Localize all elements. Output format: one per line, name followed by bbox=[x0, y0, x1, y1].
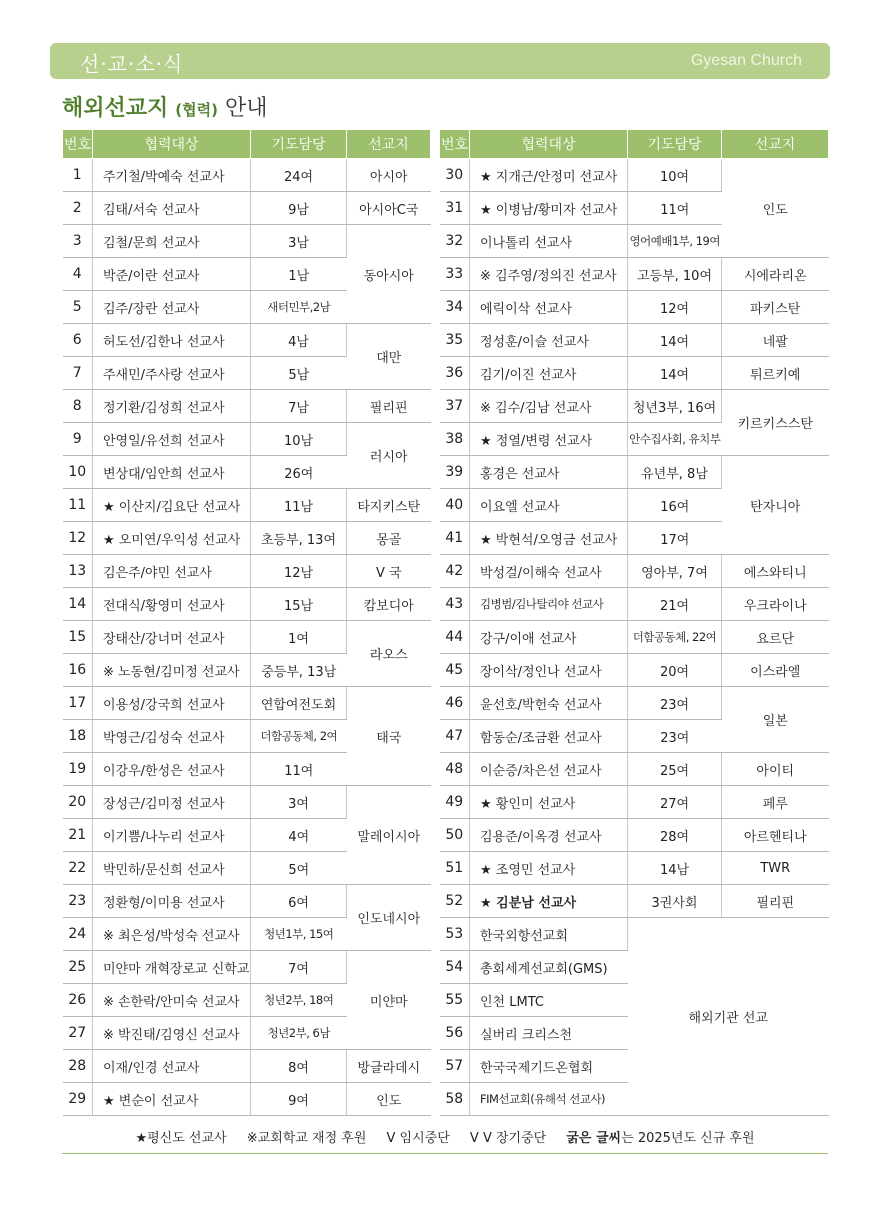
missionary-table-left bbox=[62, 129, 431, 1116]
prayer-group: 28여 bbox=[628, 819, 722, 852]
row-number: 58 bbox=[440, 1083, 470, 1116]
row-number: 30 bbox=[440, 159, 470, 192]
row-number: 47 bbox=[440, 720, 470, 753]
partner-name: 장성근/김미정 선교사 bbox=[93, 786, 251, 819]
row-number: 15 bbox=[63, 621, 93, 654]
partner-name: 이재/인경 선교사 bbox=[93, 1050, 251, 1083]
partner-name: 장이삭/정인나 선교사 bbox=[470, 654, 628, 687]
mission-region: 시에라리온 bbox=[722, 258, 829, 291]
partner-name: ★ 조영민 선교사 bbox=[470, 852, 628, 885]
mission-region: V 국 bbox=[347, 555, 431, 588]
partner-name: ★ 변순이 선교사 bbox=[93, 1083, 251, 1116]
legend-bold-rest: 는 2025년도 신규 후원 bbox=[621, 1131, 755, 1146]
prayer-group: 영어예배1부, 19여 bbox=[628, 225, 722, 258]
row-number: 5 bbox=[63, 291, 93, 324]
partner-name: 정성훈/이슬 선교사 bbox=[470, 324, 628, 357]
prayer-group: 1남 bbox=[251, 258, 347, 291]
table-row bbox=[440, 885, 829, 918]
partner-name: 주새민/주사랑 선교사 bbox=[93, 357, 251, 390]
mission-region: 필리핀 bbox=[722, 885, 829, 918]
partner-name: 박성걸/이해숙 선교사 bbox=[470, 555, 628, 588]
table-row bbox=[63, 390, 431, 423]
partner-name: FIM선교회(유해석 선교사) bbox=[470, 1083, 628, 1116]
prayer-group: 24여 bbox=[251, 159, 347, 192]
prayer-group: 연합여전도회 bbox=[251, 687, 347, 720]
row-number: 3 bbox=[63, 225, 93, 258]
mission-region: 러시아 bbox=[347, 423, 431, 489]
col-partner: 협력대상 bbox=[470, 130, 628, 159]
prayer-group: 26여 bbox=[251, 456, 347, 489]
table-row bbox=[63, 951, 431, 984]
table-row bbox=[440, 456, 829, 489]
mission-region: 아르헨티나 bbox=[722, 819, 829, 852]
row-number: 1 bbox=[63, 159, 93, 192]
partner-name: 이순증/차은선 선교사 bbox=[470, 753, 628, 786]
prayer-group: 7여 bbox=[251, 951, 347, 984]
table-row bbox=[63, 555, 431, 588]
prayer-group: 청년2부, 6남 bbox=[251, 1017, 347, 1050]
partner-name: 이나톨리 선교사 bbox=[470, 225, 628, 258]
section-label: 선·교·소·식 bbox=[80, 52, 184, 76]
partner-name: ※ 박진태/김영신 선교사 bbox=[93, 1017, 251, 1050]
prayer-group: 더함공동체, 22여 bbox=[628, 621, 722, 654]
table-row bbox=[63, 588, 431, 621]
prayer-group: 영아부, 7여 bbox=[628, 555, 722, 588]
row-number: 37 bbox=[440, 390, 470, 423]
row-number: 22 bbox=[63, 852, 93, 885]
col-number: 번호 bbox=[440, 130, 470, 159]
row-number: 51 bbox=[440, 852, 470, 885]
row-number: 48 bbox=[440, 753, 470, 786]
prayer-group: 10남 bbox=[251, 423, 347, 456]
table-row bbox=[63, 621, 431, 654]
partner-name: 주기철/박예숙 선교사 bbox=[93, 159, 251, 192]
row-number: 32 bbox=[440, 225, 470, 258]
mission-region: 페루 bbox=[722, 786, 829, 819]
prayer-group: 5여 bbox=[251, 852, 347, 885]
row-number: 40 bbox=[440, 489, 470, 522]
mission-region: 인도네시아 bbox=[347, 885, 431, 951]
row-number: 2 bbox=[63, 192, 93, 225]
prayer-group: 23여 bbox=[628, 720, 722, 753]
partner-name: 함동순/조금환 선교사 bbox=[470, 720, 628, 753]
table-row bbox=[63, 1083, 431, 1116]
partner-name: 한국국제기드온협회 bbox=[470, 1050, 628, 1083]
prayer-group: 9여 bbox=[251, 1083, 347, 1116]
col-region: 선교지 bbox=[722, 130, 829, 159]
legend bbox=[62, 1127, 828, 1146]
row-number: 53 bbox=[440, 918, 470, 951]
legend-bold-label: 굵은 글씨 bbox=[566, 1131, 622, 1146]
row-number: 18 bbox=[63, 720, 93, 753]
prayer-group: 고등부, 10여 bbox=[628, 258, 722, 291]
partner-name: ★ 지개근/안정미 선교사 bbox=[470, 159, 628, 192]
row-number: 56 bbox=[440, 1017, 470, 1050]
section-banner bbox=[50, 43, 830, 79]
prayer-group: 5남 bbox=[251, 357, 347, 390]
row-number: 52 bbox=[440, 885, 470, 918]
table-row bbox=[63, 192, 431, 225]
row-number: 17 bbox=[63, 687, 93, 720]
mission-region: 미얀마 bbox=[347, 951, 431, 1050]
row-number: 7 bbox=[63, 357, 93, 390]
table-row bbox=[63, 159, 431, 192]
row-number: 25 bbox=[63, 951, 93, 984]
legend-long-paused: V V 장기중단 bbox=[469, 1131, 547, 1146]
mission-region: 이스라엘 bbox=[722, 654, 829, 687]
mission-region: 몽골 bbox=[347, 522, 431, 555]
table-row bbox=[440, 357, 829, 390]
table-row bbox=[440, 555, 829, 588]
mission-region: 요르단 bbox=[722, 621, 829, 654]
row-number: 21 bbox=[63, 819, 93, 852]
row-number: 13 bbox=[63, 555, 93, 588]
prayer-group: 청년3부, 16여 bbox=[628, 390, 722, 423]
mission-region: 키르키스스탄 bbox=[722, 390, 829, 456]
partner-name: 미얀마 개혁장로교 신학교 bbox=[93, 951, 251, 984]
table-row bbox=[63, 885, 431, 918]
partner-name: 에릭이삭 선교사 bbox=[470, 291, 628, 324]
legend-bold-note bbox=[566, 1131, 754, 1146]
mission-region: 해외기관 선교 bbox=[628, 918, 829, 1116]
title-main: 해외선교지 bbox=[62, 96, 169, 121]
prayer-group: 11남 bbox=[251, 489, 347, 522]
prayer-group: 11여 bbox=[251, 753, 347, 786]
prayer-group: 14여 bbox=[628, 357, 722, 390]
partner-name: ★ 김분남 선교사 bbox=[470, 885, 628, 918]
mission-region: 탄자니아 bbox=[722, 456, 829, 555]
title-suffix: 안내 bbox=[224, 96, 268, 121]
row-number: 20 bbox=[63, 786, 93, 819]
partner-name: 한국외항선교회 bbox=[470, 918, 628, 951]
prayer-group: 27여 bbox=[628, 786, 722, 819]
partner-name: ※ 김수/김남 선교사 bbox=[470, 390, 628, 423]
table-row bbox=[440, 324, 829, 357]
row-number: 50 bbox=[440, 819, 470, 852]
row-number: 41 bbox=[440, 522, 470, 555]
table-row bbox=[63, 687, 431, 720]
row-number: 16 bbox=[63, 654, 93, 687]
partner-name: 정기환/김성희 선교사 bbox=[93, 390, 251, 423]
table-row bbox=[440, 588, 829, 621]
mission-region: 라오스 bbox=[347, 621, 431, 687]
row-number: 24 bbox=[63, 918, 93, 951]
partner-name: ※ 손한락/안미숙 선교사 bbox=[93, 984, 251, 1017]
partner-name: 김철/문희 선교사 bbox=[93, 225, 251, 258]
partner-name: ★ 이병남/황미자 선교사 bbox=[470, 192, 628, 225]
mission-region: 인도 bbox=[722, 159, 829, 258]
prayer-group: 청년1부, 15여 bbox=[251, 918, 347, 951]
prayer-group: 12남 bbox=[251, 555, 347, 588]
row-number: 12 bbox=[63, 522, 93, 555]
partner-name: 김기/이진 선교사 bbox=[470, 357, 628, 390]
bottom-divider bbox=[62, 1153, 828, 1154]
row-number: 39 bbox=[440, 456, 470, 489]
partner-name: 장태산/강너머 선교사 bbox=[93, 621, 251, 654]
row-number: 57 bbox=[440, 1050, 470, 1083]
partner-name: 이용성/강국희 선교사 bbox=[93, 687, 251, 720]
partner-name: 인천 LMTC bbox=[470, 984, 628, 1017]
mission-region: 튀르키예 bbox=[722, 357, 829, 390]
table-row bbox=[440, 918, 829, 951]
mission-region: 네팔 bbox=[722, 324, 829, 357]
partner-name: 박영근/김성숙 선교사 bbox=[93, 720, 251, 753]
row-number: 4 bbox=[63, 258, 93, 291]
row-number: 23 bbox=[63, 885, 93, 918]
prayer-group: 10여 bbox=[628, 159, 722, 192]
row-number: 26 bbox=[63, 984, 93, 1017]
legend-paused: V 임시중단 bbox=[386, 1131, 450, 1146]
row-number: 36 bbox=[440, 357, 470, 390]
row-number: 9 bbox=[63, 423, 93, 456]
partner-name: 허도선/김한나 선교사 bbox=[93, 324, 251, 357]
row-number: 11 bbox=[63, 489, 93, 522]
partner-name: ★ 오미연/우익성 선교사 bbox=[93, 522, 251, 555]
partner-name: 김병범/김나탈리야 선교사 bbox=[470, 588, 628, 621]
table-row bbox=[440, 291, 829, 324]
mission-region: 아시아 bbox=[347, 159, 431, 192]
table-row bbox=[440, 687, 829, 720]
table-row bbox=[440, 654, 829, 687]
mission-region: 에스와티니 bbox=[722, 555, 829, 588]
row-number: 49 bbox=[440, 786, 470, 819]
partner-name: 홍경은 선교사 bbox=[470, 456, 628, 489]
table-row bbox=[63, 786, 431, 819]
row-number: 54 bbox=[440, 951, 470, 984]
partner-name: 박준/이란 선교사 bbox=[93, 258, 251, 291]
row-number: 42 bbox=[440, 555, 470, 588]
prayer-group: 3권사회 bbox=[628, 885, 722, 918]
table-header bbox=[440, 130, 829, 159]
row-number: 19 bbox=[63, 753, 93, 786]
row-number: 38 bbox=[440, 423, 470, 456]
legend-star: ★평신도 선교사 bbox=[135, 1131, 227, 1146]
row-number: 10 bbox=[63, 456, 93, 489]
table-row bbox=[440, 753, 829, 786]
table-row bbox=[440, 390, 829, 423]
row-number: 27 bbox=[63, 1017, 93, 1050]
row-number: 55 bbox=[440, 984, 470, 1017]
partner-name: 김주/장란 선교사 bbox=[93, 291, 251, 324]
partner-name: 강구/이애 선교사 bbox=[470, 621, 628, 654]
mission-region: 방글라데시 bbox=[347, 1050, 431, 1083]
prayer-group: 4남 bbox=[251, 324, 347, 357]
partner-name: ※ 최은성/박성숙 선교사 bbox=[93, 918, 251, 951]
col-prayer: 기도담당 bbox=[251, 130, 347, 159]
prayer-group: 16여 bbox=[628, 489, 722, 522]
table-row bbox=[63, 1050, 431, 1083]
mission-region: 우크라이나 bbox=[722, 588, 829, 621]
prayer-group: 23여 bbox=[628, 687, 722, 720]
partner-name: ★ 황인미 선교사 bbox=[470, 786, 628, 819]
table-row bbox=[63, 225, 431, 258]
row-number: 43 bbox=[440, 588, 470, 621]
table-header bbox=[63, 130, 431, 159]
mission-region: 동아시아 bbox=[347, 225, 431, 324]
mission-region: 일본 bbox=[722, 687, 829, 753]
partner-name: 이기쁨/나누리 선교사 bbox=[93, 819, 251, 852]
row-number: 33 bbox=[440, 258, 470, 291]
col-prayer: 기도담당 bbox=[628, 130, 722, 159]
partner-name: 김용준/이옥경 선교사 bbox=[470, 819, 628, 852]
prayer-group: 유년부, 8남 bbox=[628, 456, 722, 489]
partner-name: 변상대/임안희 선교사 bbox=[93, 456, 251, 489]
partner-name: 김은주/야민 선교사 bbox=[93, 555, 251, 588]
prayer-group: 초등부, 13여 bbox=[251, 522, 347, 555]
prayer-group: 7남 bbox=[251, 390, 347, 423]
legend-reference: ※교회학교 재정 후원 bbox=[246, 1131, 367, 1146]
row-number: 35 bbox=[440, 324, 470, 357]
table-row bbox=[63, 324, 431, 357]
col-partner: 협력대상 bbox=[93, 130, 251, 159]
prayer-group: 17여 bbox=[628, 522, 722, 555]
col-region: 선교지 bbox=[347, 130, 431, 159]
row-number: 31 bbox=[440, 192, 470, 225]
table-row bbox=[63, 522, 431, 555]
row-number: 46 bbox=[440, 687, 470, 720]
row-number: 8 bbox=[63, 390, 93, 423]
row-number: 28 bbox=[63, 1050, 93, 1083]
partner-name: ★ 박현석/오영금 선교사 bbox=[470, 522, 628, 555]
prayer-group: 15남 bbox=[251, 588, 347, 621]
row-number: 34 bbox=[440, 291, 470, 324]
table-row bbox=[440, 819, 829, 852]
prayer-group: 안수집사회, 유치부 bbox=[628, 423, 722, 456]
prayer-group: 21여 bbox=[628, 588, 722, 621]
prayer-group: 중등부, 13남 bbox=[251, 654, 347, 687]
mission-region: 캄보디아 bbox=[347, 588, 431, 621]
partner-name: 윤선호/박헌숙 선교사 bbox=[470, 687, 628, 720]
table-row bbox=[440, 621, 829, 654]
title-paren: (협력) bbox=[175, 101, 218, 119]
partner-name: 정환형/이미용 선교사 bbox=[93, 885, 251, 918]
partner-name: 안영일/유선희 선교사 bbox=[93, 423, 251, 456]
mission-region: 대만 bbox=[347, 324, 431, 390]
mission-region: 인도 bbox=[347, 1083, 431, 1116]
prayer-group: 새터민부,2남 bbox=[251, 291, 347, 324]
prayer-group: 6여 bbox=[251, 885, 347, 918]
church-name: Gyesan Church bbox=[690, 52, 802, 69]
prayer-group: 14남 bbox=[628, 852, 722, 885]
prayer-group: 1여 bbox=[251, 621, 347, 654]
mission-region: 타지키스탄 bbox=[347, 489, 431, 522]
mission-region: 아시아C국 bbox=[347, 192, 431, 225]
partner-name: ★ 이산지/김요단 선교사 bbox=[93, 489, 251, 522]
mission-region: 파키스탄 bbox=[722, 291, 829, 324]
row-number: 6 bbox=[63, 324, 93, 357]
mission-region: 필리핀 bbox=[347, 390, 431, 423]
prayer-group: 14여 bbox=[628, 324, 722, 357]
prayer-group: 11여 bbox=[628, 192, 722, 225]
row-number: 45 bbox=[440, 654, 470, 687]
row-number: 14 bbox=[63, 588, 93, 621]
prayer-group: 3남 bbox=[251, 225, 347, 258]
partner-name: 전대식/황영미 선교사 bbox=[93, 588, 251, 621]
row-number: 44 bbox=[440, 621, 470, 654]
mission-region: 아이티 bbox=[722, 753, 829, 786]
table-row bbox=[440, 786, 829, 819]
prayer-group: 8여 bbox=[251, 1050, 347, 1083]
partner-name: 총회세계선교회(GMS) bbox=[470, 951, 628, 984]
prayer-group: 12여 bbox=[628, 291, 722, 324]
prayer-group: 9남 bbox=[251, 192, 347, 225]
table-row bbox=[440, 258, 829, 291]
partner-name: 이요엘 선교사 bbox=[470, 489, 628, 522]
prayer-group: 3여 bbox=[251, 786, 347, 819]
partner-name: 실버리 크리스천 bbox=[470, 1017, 628, 1050]
prayer-group: 더함공동체, 2여 bbox=[251, 720, 347, 753]
page-title bbox=[62, 91, 267, 122]
prayer-group: 20여 bbox=[628, 654, 722, 687]
mission-region: 말레이시아 bbox=[347, 786, 431, 885]
partner-name: ※ 노동현/김미정 선교사 bbox=[93, 654, 251, 687]
table-row bbox=[63, 423, 431, 456]
partner-name: ★ 정열/변령 선교사 bbox=[470, 423, 628, 456]
missionary-table-right bbox=[439, 129, 829, 1116]
partner-name: 김태/서숙 선교사 bbox=[93, 192, 251, 225]
partner-name: ※ 김주영/정의진 선교사 bbox=[470, 258, 628, 291]
table-row bbox=[440, 159, 829, 192]
prayer-group: 청년2부, 18여 bbox=[251, 984, 347, 1017]
partner-name: 이강우/한성은 선교사 bbox=[93, 753, 251, 786]
row-number: 29 bbox=[63, 1083, 93, 1116]
table-row bbox=[63, 489, 431, 522]
partner-name: 박민하/문신희 선교사 bbox=[93, 852, 251, 885]
col-number: 번호 bbox=[63, 130, 93, 159]
prayer-group: 4여 bbox=[251, 819, 347, 852]
mission-region: 태국 bbox=[347, 687, 431, 786]
table-row bbox=[440, 852, 829, 885]
mission-region: TWR bbox=[722, 852, 829, 885]
prayer-group: 25여 bbox=[628, 753, 722, 786]
